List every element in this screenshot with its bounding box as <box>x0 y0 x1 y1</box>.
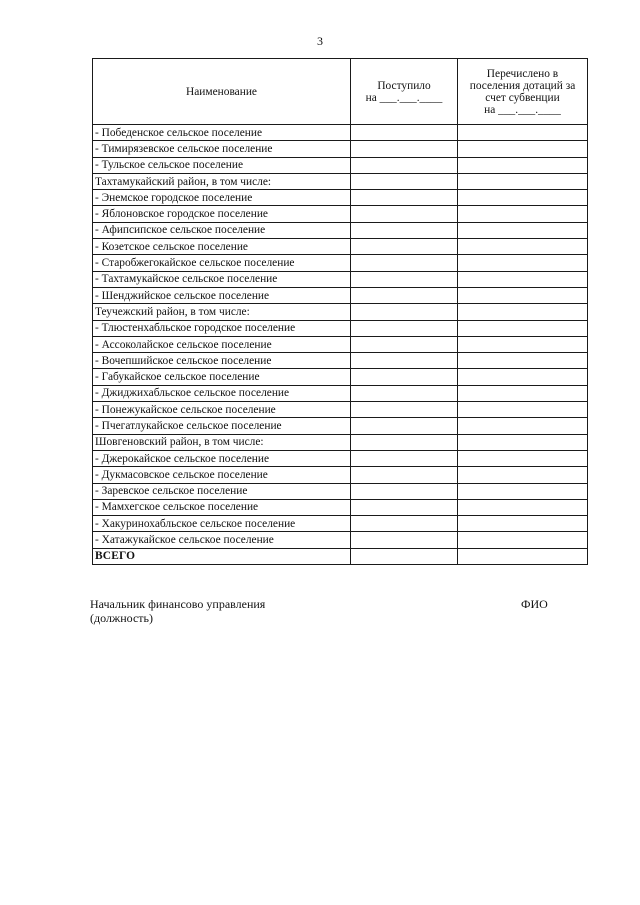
header-transferred-line4: на ___.___.____ <box>484 103 561 116</box>
row-name: - Понежукайское сельское поселение <box>93 402 351 418</box>
table-row <box>93 516 588 532</box>
table-row <box>93 483 588 499</box>
received-cell[interactable] <box>351 467 458 483</box>
transferred-cell[interactable] <box>458 336 588 352</box>
received-cell[interactable] <box>351 271 458 287</box>
received-cell[interactable] <box>351 353 458 369</box>
row-name: Теучежский район, в том числе: <box>93 304 351 320</box>
received-cell[interactable] <box>351 434 458 450</box>
received-cell[interactable] <box>351 287 458 303</box>
received-cell[interactable] <box>351 402 458 418</box>
table-row <box>93 353 588 369</box>
received-cell[interactable] <box>351 255 458 271</box>
transferred-cell[interactable] <box>458 516 588 532</box>
header-received-line1: Поступило <box>377 79 431 92</box>
table-row <box>93 125 588 141</box>
table-row <box>93 385 588 401</box>
transferred-cell[interactable] <box>458 402 588 418</box>
table-row <box>93 467 588 483</box>
row-name: - Яблоновское городское поселение <box>93 206 351 222</box>
total-row <box>93 548 588 564</box>
header-name-label: Наименование <box>186 85 257 98</box>
table-row <box>93 434 588 450</box>
received-cell[interactable] <box>351 304 458 320</box>
header-received-line2: на ___.___.____ <box>365 91 443 104</box>
transferred-cell[interactable] <box>458 287 588 303</box>
received-cell[interactable] <box>351 385 458 401</box>
row-name: - Шенджийское сельское поселение <box>93 287 351 303</box>
table-row <box>93 336 588 352</box>
table-row <box>93 369 588 385</box>
transferred-cell[interactable] <box>458 434 588 450</box>
table-row <box>93 157 588 173</box>
row-name: - Тахтамукайское сельское поселение <box>93 271 351 287</box>
total-transferred-cell[interactable] <box>458 548 588 564</box>
row-name: - Тимирязевское сельское поселение <box>93 141 351 157</box>
table-row <box>93 499 588 515</box>
received-cell[interactable] <box>351 499 458 515</box>
header-name <box>93 59 351 125</box>
row-name: - Энемское городское поселение <box>93 190 351 206</box>
total-label: ВСЕГО <box>93 548 351 564</box>
received-cell[interactable] <box>351 141 458 157</box>
signature-block <box>90 597 265 625</box>
transferred-cell[interactable] <box>458 467 588 483</box>
received-cell[interactable] <box>351 173 458 189</box>
received-cell[interactable] <box>351 418 458 434</box>
row-name: - Старобжегокайское сельское поселение <box>93 255 351 271</box>
row-name: - Джерокайское сельское поселение <box>93 450 351 466</box>
table-row <box>93 320 588 336</box>
row-name: - Габукайское сельское поселение <box>93 369 351 385</box>
position-title: Начальник финансово управления <box>90 597 266 611</box>
row-name: - Дукмасовское сельское поселение <box>93 467 351 483</box>
received-cell[interactable] <box>351 125 458 141</box>
received-cell[interactable] <box>351 190 458 206</box>
row-name: - Тульское сельское поселение <box>93 157 351 173</box>
row-name: - Джиджихабльское сельское поселение <box>93 385 351 401</box>
table-row <box>93 402 588 418</box>
table-row <box>93 206 588 222</box>
received-cell[interactable] <box>351 239 458 255</box>
received-cell[interactable] <box>351 450 458 466</box>
row-name: - Хакуринохабльское сельское поселение <box>93 516 351 532</box>
transferred-cell[interactable] <box>458 141 588 157</box>
received-cell[interactable] <box>351 369 458 385</box>
table-row <box>93 304 588 320</box>
table-row <box>93 222 588 238</box>
row-name: - Мамхегское сельское поселение <box>93 499 351 515</box>
table-row <box>93 173 588 189</box>
header-transferred-line2: поселения дотаций за <box>469 79 576 92</box>
row-name: - Афипсипское сельское поселение <box>93 222 351 238</box>
row-name: - Козетское сельское поселение <box>93 239 351 255</box>
transferred-cell[interactable] <box>458 450 588 466</box>
table-row <box>93 532 588 548</box>
transferred-cell[interactable] <box>458 369 588 385</box>
header-received <box>351 59 458 125</box>
transferred-cell[interactable] <box>458 320 588 336</box>
table-row <box>93 141 588 157</box>
row-name: Тахтамукайский район, в том числе: <box>93 173 351 189</box>
table-body <box>93 125 588 565</box>
transferred-cell[interactable] <box>458 385 588 401</box>
received-cell[interactable] <box>351 483 458 499</box>
row-name: - Тлюстенхабльское городское поселение <box>93 320 351 336</box>
table-row <box>93 271 588 287</box>
transferred-cell[interactable] <box>458 353 588 369</box>
transferred-cell[interactable] <box>458 206 588 222</box>
received-cell[interactable] <box>351 222 458 238</box>
header-transferred-line3: счет субвенции <box>485 91 560 104</box>
transferred-cell[interactable] <box>458 173 588 189</box>
row-name: - Заревское сельское поселение <box>93 483 351 499</box>
transferred-cell[interactable] <box>458 304 588 320</box>
signature-name: ФИО <box>521 597 548 611</box>
page-number: 3 <box>317 34 323 48</box>
row-name: - Победенское сельское поселение <box>93 125 351 141</box>
table-row <box>93 450 588 466</box>
row-name: Шовгеновский район, в том числе: <box>93 434 351 450</box>
transferred-cell[interactable] <box>458 532 588 548</box>
transferred-cell[interactable] <box>458 499 588 515</box>
transferred-cell[interactable] <box>458 418 588 434</box>
received-cell[interactable] <box>351 336 458 352</box>
transferred-cell[interactable] <box>458 222 588 238</box>
row-name: - Пчегатлукайское сельское поселение <box>93 418 351 434</box>
table-row <box>93 418 588 434</box>
received-cell[interactable] <box>351 320 458 336</box>
header-transferred <box>458 59 588 125</box>
row-name: - Ассоколайское сельское поселение <box>93 336 351 352</box>
table-row <box>93 190 588 206</box>
table-row <box>93 287 588 303</box>
received-cell[interactable] <box>351 206 458 222</box>
position-caption: (должность) <box>90 611 153 625</box>
transferred-cell[interactable] <box>458 190 588 206</box>
table-header-row <box>93 59 588 125</box>
transferred-cell[interactable] <box>458 125 588 141</box>
transferred-cell[interactable] <box>458 255 588 271</box>
allocation-table <box>92 58 588 565</box>
row-name: - Вочепшийское сельское поселение <box>93 353 351 369</box>
received-cell[interactable] <box>351 516 458 532</box>
transferred-cell[interactable] <box>458 483 588 499</box>
table-row <box>93 239 588 255</box>
received-cell[interactable] <box>351 157 458 173</box>
row-name: - Хатажукайское сельское поселение <box>93 532 351 548</box>
received-cell[interactable] <box>351 532 458 548</box>
table-row <box>93 255 588 271</box>
transferred-cell[interactable] <box>458 271 588 287</box>
transferred-cell[interactable] <box>458 157 588 173</box>
transferred-cell[interactable] <box>458 239 588 255</box>
header-transferred-line1: Перечислено в <box>486 67 559 80</box>
total-received-cell[interactable] <box>351 548 458 564</box>
